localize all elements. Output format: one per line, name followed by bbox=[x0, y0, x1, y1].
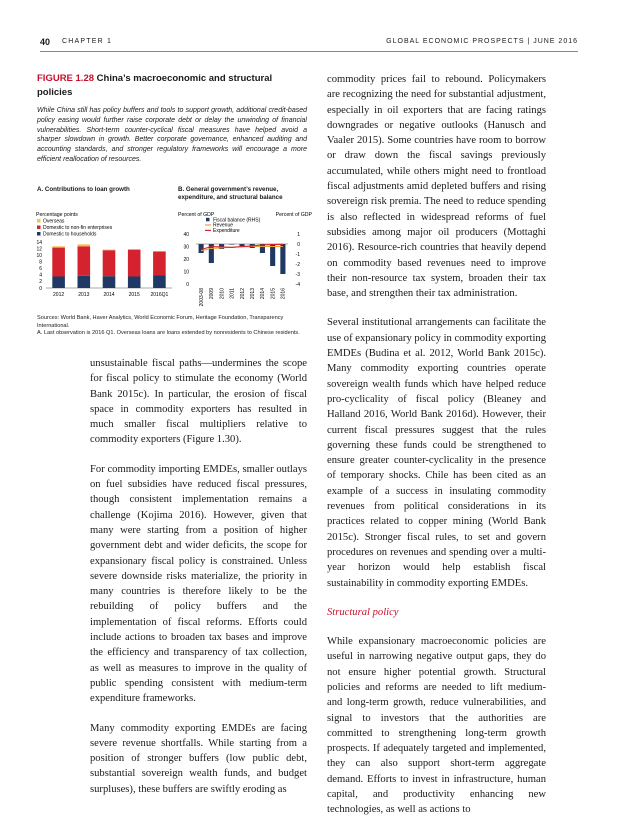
x-tick-label: 2016Q1 bbox=[151, 292, 169, 298]
bar bbox=[270, 244, 275, 266]
figure-sources: Sources: World Bank, Haver Analytics, World Economic Forum, Heritage Foundation, Transparency International. bbox=[37, 315, 307, 330]
chart-a bbox=[34, 206, 174, 308]
bar-segment bbox=[52, 246, 65, 247]
bar bbox=[239, 244, 244, 246]
panel-b-title: B. General government’s revenue, expenditure, and structural balance bbox=[178, 186, 313, 202]
x-tick-label: 2012 bbox=[240, 288, 246, 299]
figure-title bbox=[37, 72, 307, 100]
legend-swatch bbox=[37, 232, 41, 236]
figure-title-text: China’s macroeconomic and structural policies bbox=[37, 73, 272, 98]
y-tick-label: 12 bbox=[36, 246, 42, 252]
x-tick-label: 2011 bbox=[230, 288, 236, 299]
x-tick-label: 2013 bbox=[78, 292, 89, 298]
y-tick-label: 6 bbox=[39, 266, 42, 272]
x-tick-label: 2009 bbox=[209, 288, 215, 299]
y-tick-label-right: 1 bbox=[297, 232, 300, 238]
x-tick-label: 2010 bbox=[219, 288, 225, 299]
bar-segment bbox=[78, 276, 91, 288]
x-tick-label: 2016 bbox=[281, 288, 287, 299]
y-tick-label-left: 30 bbox=[183, 244, 189, 250]
y-tick-label-right: -1 bbox=[296, 252, 301, 258]
legend-label: Domestic to non-fin enterprises bbox=[43, 225, 113, 231]
legend-swatch bbox=[37, 226, 41, 230]
legend-swatch bbox=[206, 218, 210, 222]
bar-segment bbox=[52, 248, 65, 277]
figure-note: A. Last observation is 2016 Q1. Overseas loans are loans extended by nonresidents to Chinese residents. bbox=[37, 330, 307, 338]
paragraph: Several institutional arrangements can facilitate the use of expansionary policy in commodity exporting EMDEs (Budina et al. 2012, World Bank 2015c). Many commodity exporting countries operate sovereign wealth funds which have helped reduce pro-cyclicality of fiscal policy (Bleaney and Halland 2016, World Bank 2016d). However, their current fiscal pressures suggest that the rules governing these funds could be strengthened to ensure greater counter-cyclicality in the presence of temporary shocks. Chile has been cited as an example of a success in insulating commodity revenues from political considerations in its practices related to copper mining (World Bank 2015c). Stronger fiscal rules, to set and govern procedures on revenues and spending over a multi-year horizon would help establish fiscal sustainability in commodity exporting EMDEs. bbox=[327, 315, 546, 590]
y-tick-label-right: -2 bbox=[296, 262, 301, 268]
chapter-label: CHAPTER 1 bbox=[62, 38, 112, 45]
y-tick-label-right: -3 bbox=[296, 272, 301, 278]
bar-segment bbox=[103, 276, 116, 288]
page-number: 40 bbox=[40, 37, 50, 47]
panel-a-title: A. Contributions to loan growth bbox=[37, 186, 167, 194]
x-tick-label: 2012 bbox=[53, 292, 64, 298]
legend-label: Fiscal balance (RHS) bbox=[213, 217, 261, 223]
legend-label: Domestic to households bbox=[43, 231, 97, 237]
legend-label: Revenue bbox=[213, 223, 233, 229]
legend-label: Overseas bbox=[43, 218, 65, 224]
bar bbox=[280, 244, 285, 274]
header-rule bbox=[40, 51, 578, 52]
y-axis-label-left: Percent of GDP bbox=[178, 212, 215, 218]
x-tick-label: 2015 bbox=[270, 288, 276, 299]
y-tick-label-left: 0 bbox=[186, 282, 189, 288]
legend-label: Expenditure bbox=[213, 228, 240, 234]
figure-notes bbox=[37, 315, 307, 338]
chart-b bbox=[176, 206, 314, 314]
figure-block bbox=[37, 72, 307, 165]
figure-label: FIGURE 1.28 bbox=[37, 73, 94, 84]
y-tick-label-right: -4 bbox=[296, 282, 301, 288]
y-tick-label: 10 bbox=[36, 253, 42, 259]
y-tick-label-left: 10 bbox=[183, 269, 189, 275]
y-tick-label-right: 0 bbox=[297, 242, 300, 248]
bar-segment bbox=[128, 277, 141, 289]
x-tick-label: 2003-08 bbox=[199, 288, 205, 307]
x-tick-label: 2015 bbox=[129, 292, 140, 298]
y-tick-label: 2 bbox=[39, 279, 42, 285]
section-heading: Structural policy bbox=[327, 605, 546, 620]
legend-swatch bbox=[37, 219, 41, 223]
running-title: GLOBAL ECONOMIC PROSPECTS | JUNE 2016 bbox=[386, 38, 578, 45]
y-axis-label-right: Percent of GDP bbox=[276, 212, 313, 218]
bar-segment bbox=[153, 252, 166, 276]
x-tick-label: 2013 bbox=[250, 288, 256, 299]
y-tick-label-left: 40 bbox=[183, 232, 189, 238]
bar-segment bbox=[128, 250, 141, 277]
bar-segment bbox=[153, 276, 166, 288]
paragraph: unsustainable fiscal paths—undermines the scope for fiscal policy to stimulate the economy (World Bank 2015c). In particular, the erosion of fiscal space in commodity exporters has resulted in much smaller fiscal multipliers relative to commodity exporters (Figure 1.30). bbox=[90, 356, 307, 448]
paragraph: While expansionary macroeconomic policies are useful in narrowing negative output gaps, they do not ensure higher potential growth. Structural policies and reforms are needed to lift medium- and long-term growth, reduce vulnerabilities, and signal to investors that the authorities are committed to strengthening long-term growth prospects. If adequately targeted and implemented, they can also support short-term aggregate demand. Efforts to invest in infrastructure, human capital, and productivity enhancing new technologies, as well as actions to bbox=[327, 634, 546, 818]
y-tick-label: 0 bbox=[39, 286, 42, 292]
bar-segment bbox=[103, 250, 116, 276]
right-column bbox=[327, 72, 546, 818]
paragraph: commodity prices fail to rebound. Policymakers are recognizing the need for substantial adjustment, especially in oil exporters that are facing ratings downgrades or negative outlooks (Hanusch and Vaaler 2015). Some countries have room to borrow or draw down the fiscal savings previously accumulated, while others might need to frontload fiscal adjustments amid depleted buffers and rising sovereign risk premia. The need to reduce spending is also reflected in widespread reforms of fuel subsidies among major oil producers (Mottaghi 2016). Resource-rich countries that heavily depend on commodity based revenues need to improve their non-resource tax system, broaden their tax base, and strengthen their tax administration. bbox=[327, 72, 546, 301]
bar-segment bbox=[78, 244, 91, 246]
paragraph: Many commodity exporting EMDEs are facing severe revenue shortfalls. While starting from a position of stronger buffers (low public debt, substantial sovereign wealth funds, and budget surpluses), these buffers are swiftly eroding as bbox=[90, 721, 307, 797]
y-tick-label: 8 bbox=[39, 260, 42, 266]
bar-segment bbox=[52, 277, 65, 289]
x-tick-label: 2014 bbox=[260, 288, 266, 299]
bar-segment bbox=[103, 250, 116, 251]
y-tick-label: 14 bbox=[36, 240, 42, 246]
x-tick-label: 2014 bbox=[103, 292, 114, 298]
figure-description: While China still has policy buffers and tools to support growth, additional credit-based policy easing would further raise corporate debt or delay the unwinding of financial vulnerabilities. Short-term counter-cyclical fiscal measures have helped avoid a sharper slowdown in growth. Better corporate governance, enhanced auditing and accounting standards, and stronger regulatory frameworks will encourage a more efficient reallocation of resources. bbox=[37, 106, 307, 165]
y-tick-label-left: 20 bbox=[183, 257, 189, 263]
y-tick-label: 4 bbox=[39, 273, 42, 279]
y-axis-label: Percentage points bbox=[36, 212, 78, 218]
bar-segment bbox=[78, 246, 91, 276]
left-column bbox=[90, 356, 307, 797]
paragraph: For commodity importing EMDEs, smaller outlays on fuel subsidies have reduced fiscal pressures, though consistent implementation remains a challenge (Kojima 2016). However, given that many were starting from a position of higher government debt and wider deficits, the scope for expansionary fiscal policy is constrained. Unless severe downside risks materialize, the priority in many countries is therefore likely to be the rebuilding of policy buffers and the implementation of fiscal reforms. Efforts could include actions to broaden tax bases and improve the efficiency and transparency of tax collection, as well as measures to improve in the quality of public spending consistent with medium-term expenditure frameworks. bbox=[90, 462, 307, 707]
